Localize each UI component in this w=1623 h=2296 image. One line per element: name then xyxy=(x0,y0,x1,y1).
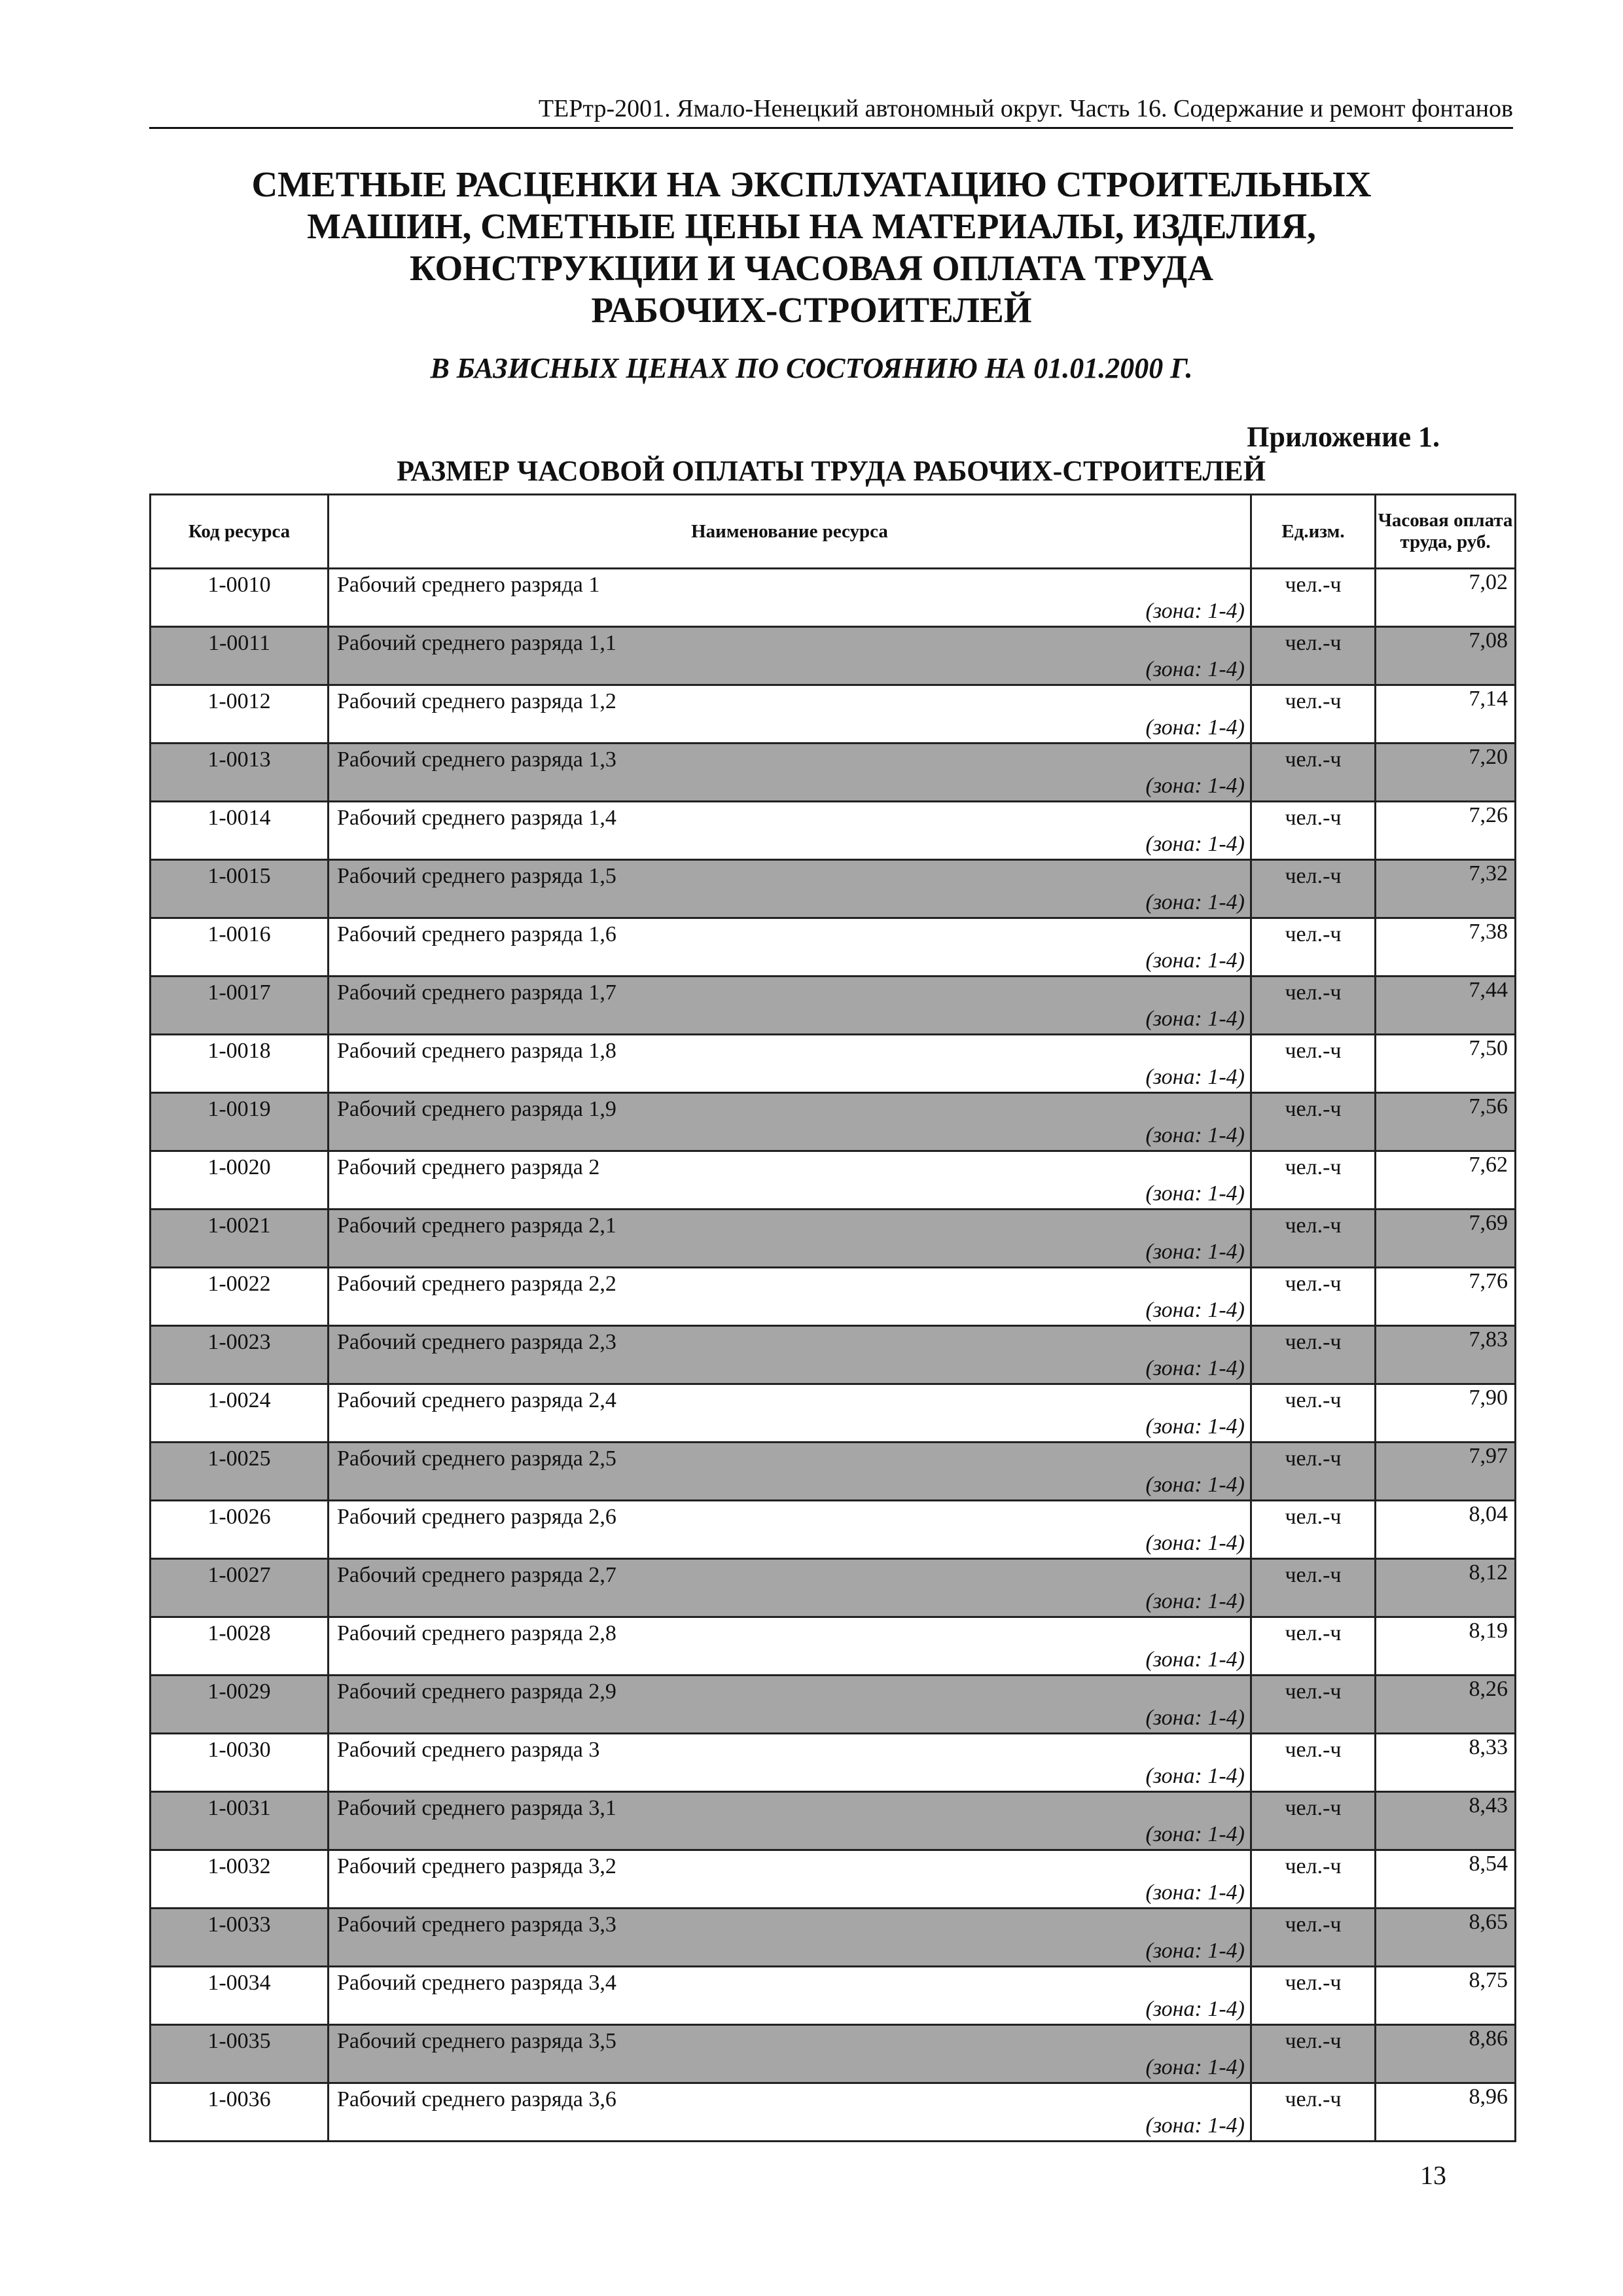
hourly-rate: 8,19 xyxy=(1376,1617,1516,1676)
resource-name-cell xyxy=(329,977,1251,1035)
resource-zone: (зона: 1-4) xyxy=(1145,1822,1245,1846)
hourly-rate: 7,97 xyxy=(1376,1443,1516,1501)
resource-name: Рабочий среднего разряда 2,7 xyxy=(337,1563,616,1587)
resource-name-cell xyxy=(329,627,1251,685)
resource-code: 1-0031 xyxy=(151,1792,329,1850)
resource-zone: (зона: 1-4) xyxy=(1145,832,1245,856)
resource-name: Рабочий среднего разряда 1,3 xyxy=(337,747,616,772)
resource-unit: чел.-ч xyxy=(1251,2083,1376,2142)
resource-code: 1-0022 xyxy=(151,1268,329,1326)
resource-name-cell xyxy=(329,2025,1251,2083)
resource-name-cell xyxy=(329,2083,1251,2142)
resource-code: 1-0012 xyxy=(151,685,329,744)
table-row xyxy=(151,1384,1516,1443)
resource-zone: (зона: 1-4) xyxy=(1145,599,1245,623)
hourly-rate: 7,90 xyxy=(1376,1384,1516,1443)
resource-name-cell xyxy=(329,918,1251,977)
resource-zone: (зона: 1-4) xyxy=(1145,1181,1245,1206)
resource-name: Рабочий среднего разряда 2,6 xyxy=(337,1505,616,1529)
title-line: МАШИН, СМЕТНЫЕ ЦЕНЫ НА МАТЕРИАЛЫ, ИЗДЕЛИЯ, xyxy=(307,206,1316,246)
resource-unit: чел.-ч xyxy=(1251,918,1376,977)
table-row xyxy=(151,2025,1516,2083)
resource-code: 1-0033 xyxy=(151,1909,329,1967)
resource-unit: чел.-ч xyxy=(1251,1093,1376,1151)
resource-zone: (зона: 1-4) xyxy=(1145,1706,1245,1730)
resource-unit: чел.-ч xyxy=(1251,1501,1376,1559)
resource-unit: чел.-ч xyxy=(1251,1559,1376,1617)
resource-unit: чел.-ч xyxy=(1251,1151,1376,1210)
resource-name: Рабочий среднего разряда 3,4 xyxy=(337,1971,616,1995)
table-title: РАЗМЕР ЧАСОВОЙ ОПЛАТЫ ТРУДА РАБОЧИХ-СТРОИТЕЛЕЙ xyxy=(397,455,1266,487)
hourly-rate: 7,76 xyxy=(1376,1268,1516,1326)
resource-zone: (зона: 1-4) xyxy=(1145,1880,1245,1905)
resource-zone: (зона: 1-4) xyxy=(1145,1764,1245,1788)
resource-name-cell xyxy=(329,1559,1251,1617)
resource-name-cell xyxy=(329,1792,1251,1850)
table-row xyxy=(151,2083,1516,2142)
resource-zone: (зона: 1-4) xyxy=(1145,2055,1245,2079)
resource-zone: (зона: 1-4) xyxy=(1145,1589,1245,1613)
table-row xyxy=(151,1792,1516,1850)
resource-code: 1-0030 xyxy=(151,1734,329,1792)
resource-code: 1-0035 xyxy=(151,2025,329,2083)
hourly-rate: 8,75 xyxy=(1376,1967,1516,2025)
table-row xyxy=(151,1617,1516,1676)
resource-unit: чел.-ч xyxy=(1251,2025,1376,2083)
table-row xyxy=(151,744,1516,802)
resource-code: 1-0029 xyxy=(151,1676,329,1734)
resource-name-cell xyxy=(329,744,1251,802)
resource-name-cell xyxy=(329,1326,1251,1384)
resource-unit: чел.-ч xyxy=(1251,1617,1376,1676)
resource-code: 1-0015 xyxy=(151,860,329,918)
resource-code: 1-0034 xyxy=(151,1967,329,2025)
hourly-rate: 7,69 xyxy=(1376,1210,1516,1268)
resource-zone: (зона: 1-4) xyxy=(1145,1298,1245,1322)
resource-unit: чел.-ч xyxy=(1251,1443,1376,1501)
hourly-rate: 8,86 xyxy=(1376,2025,1516,2083)
resource-code: 1-0014 xyxy=(151,802,329,860)
hourly-rate: 8,33 xyxy=(1376,1734,1516,1792)
resource-name-cell xyxy=(329,1035,1251,1093)
title-line: КОНСТРУКЦИИ И ЧАСОВАЯ ОПЛАТА ТРУДА xyxy=(410,248,1213,288)
resource-unit: чел.-ч xyxy=(1251,1850,1376,1909)
labor-rates-table xyxy=(149,493,1516,2142)
resource-code: 1-0019 xyxy=(151,1093,329,1151)
resource-name: Рабочий среднего разряда 1,6 xyxy=(337,922,616,946)
column-header-price: Часовая оплата труда, руб. xyxy=(1376,495,1516,569)
resource-name: Рабочий среднего разряда 1,2 xyxy=(337,689,616,713)
resource-unit: чел.-ч xyxy=(1251,744,1376,802)
table-row xyxy=(151,569,1516,627)
resource-name: Рабочий среднего разряда 3,6 xyxy=(337,2087,616,2111)
resource-unit: чел.-ч xyxy=(1251,1734,1376,1792)
resource-unit: чел.-ч xyxy=(1251,1210,1376,1268)
table-row xyxy=(151,685,1516,744)
hourly-rate: 8,96 xyxy=(1376,2083,1516,2142)
table-row xyxy=(151,1967,1516,2025)
table-row xyxy=(151,1909,1516,1967)
hourly-rate: 8,12 xyxy=(1376,1559,1516,1617)
hourly-rate: 8,65 xyxy=(1376,1909,1516,1967)
resource-name: Рабочий среднего разряда 2 xyxy=(337,1155,600,1179)
hourly-rate: 7,02 xyxy=(1376,569,1516,627)
column-header-unit: Ед.изм. xyxy=(1251,495,1376,569)
table-row xyxy=(151,802,1516,860)
document-subtitle: В БАЗИСНЫХ ЦЕНАХ ПО СОСТОЯНИЮ НА 01.01.2000 Г. xyxy=(430,352,1193,384)
title-line: РАБОЧИХ-СТРОИТЕЛЕЙ xyxy=(591,290,1032,330)
resource-name: Рабочий среднего разряда 2,9 xyxy=(337,1679,616,1704)
hourly-rate: 7,08 xyxy=(1376,627,1516,685)
resource-name-cell xyxy=(329,1151,1251,1210)
hourly-rate: 7,44 xyxy=(1376,977,1516,1035)
resource-zone: (зона: 1-4) xyxy=(1145,774,1245,798)
table-row xyxy=(151,1151,1516,1210)
resource-zone: (зона: 1-4) xyxy=(1145,1414,1245,1439)
resource-code: 1-0011 xyxy=(151,627,329,685)
table-row xyxy=(151,1326,1516,1384)
table-row xyxy=(151,1734,1516,1792)
resource-name: Рабочий среднего разряда 1,7 xyxy=(337,980,616,1005)
resource-name-cell xyxy=(329,1268,1251,1326)
resource-code: 1-0036 xyxy=(151,2083,329,2142)
resource-zone: (зона: 1-4) xyxy=(1145,1473,1245,1497)
hourly-rate: 7,26 xyxy=(1376,802,1516,860)
table-row xyxy=(151,1268,1516,1326)
resource-unit: чел.-ч xyxy=(1251,1268,1376,1326)
resource-name-cell xyxy=(329,1210,1251,1268)
resource-zone: (зона: 1-4) xyxy=(1145,1997,1245,2021)
resource-zone: (зона: 1-4) xyxy=(1145,1065,1245,1089)
resource-code: 1-0028 xyxy=(151,1617,329,1676)
table-row xyxy=(151,918,1516,977)
title-line: СМЕТНЫЕ РАСЦЕНКИ НА ЭКСПЛУАТАЦИЮ СТРОИТЕЛЬНЫХ xyxy=(251,164,1372,204)
resource-name-cell xyxy=(329,1850,1251,1909)
table-row xyxy=(151,1676,1516,1734)
resource-name: Рабочий среднего разряда 2,5 xyxy=(337,1446,616,1471)
table-row xyxy=(151,1850,1516,1909)
resource-name: Рабочий среднего разряда 2,1 xyxy=(337,1213,616,1238)
resource-name-cell xyxy=(329,685,1251,744)
resource-zone: (зона: 1-4) xyxy=(1145,1123,1245,1147)
resource-zone: (зона: 1-4) xyxy=(1145,1939,1245,1963)
resource-code: 1-0021 xyxy=(151,1210,329,1268)
resource-zone: (зона: 1-4) xyxy=(1145,1647,1245,1672)
table-row xyxy=(151,860,1516,918)
resource-unit: чел.-ч xyxy=(1251,1676,1376,1734)
resource-name: Рабочий среднего разряда 1,1 xyxy=(337,631,616,655)
resource-unit: чел.-ч xyxy=(1251,977,1376,1035)
resource-code: 1-0016 xyxy=(151,918,329,977)
resource-unit: чел.-ч xyxy=(1251,1909,1376,1967)
resource-unit: чел.-ч xyxy=(1251,1792,1376,1850)
resource-unit: чел.-ч xyxy=(1251,627,1376,685)
resource-unit: чел.-ч xyxy=(1251,1967,1376,2025)
table-header-row xyxy=(151,495,1516,569)
resource-name: Рабочий среднего разряда 2,4 xyxy=(337,1388,616,1412)
table-row xyxy=(151,1559,1516,1617)
table-row xyxy=(151,977,1516,1035)
resource-code: 1-0025 xyxy=(151,1443,329,1501)
resource-code: 1-0032 xyxy=(151,1850,329,1909)
resource-zone: (зона: 1-4) xyxy=(1145,715,1245,740)
table-row xyxy=(151,1443,1516,1501)
resource-name: Рабочий среднего разряда 1,4 xyxy=(337,806,616,830)
resource-name-cell xyxy=(329,1384,1251,1443)
hourly-rate: 7,38 xyxy=(1376,918,1516,977)
resource-name-cell xyxy=(329,1443,1251,1501)
resource-code: 1-0026 xyxy=(151,1501,329,1559)
table-row xyxy=(151,1210,1516,1268)
resource-name-cell xyxy=(329,1501,1251,1559)
table-row xyxy=(151,1501,1516,1559)
resource-name: Рабочий среднего разряда 2,8 xyxy=(337,1621,616,1645)
resource-name: Рабочий среднего разряда 1 xyxy=(337,573,600,597)
resource-zone: (зона: 1-4) xyxy=(1145,1531,1245,1555)
resource-name-cell xyxy=(329,1967,1251,2025)
resource-name: Рабочий среднего разряда 2,3 xyxy=(337,1330,616,1354)
resource-code: 1-0024 xyxy=(151,1384,329,1443)
resource-name-cell xyxy=(329,569,1251,627)
document-title xyxy=(196,164,1427,331)
resource-code: 1-0018 xyxy=(151,1035,329,1093)
hourly-rate: 7,20 xyxy=(1376,744,1516,802)
column-header-name: Наименование ресурса xyxy=(329,495,1251,569)
resource-zone: (зона: 1-4) xyxy=(1145,948,1245,973)
resource-name: Рабочий среднего разряда 3,3 xyxy=(337,1912,616,1937)
resource-code: 1-0027 xyxy=(151,1559,329,1617)
hourly-rate: 8,43 xyxy=(1376,1792,1516,1850)
resource-name: Рабочий среднего разряда 1,8 xyxy=(337,1039,616,1063)
resource-zone: (зона: 1-4) xyxy=(1145,657,1245,681)
hourly-rate: 7,50 xyxy=(1376,1035,1516,1093)
resource-zone: (зона: 1-4) xyxy=(1145,1240,1245,1264)
resource-name: Рабочий среднего разряда 3,2 xyxy=(337,1854,616,1878)
resource-code: 1-0017 xyxy=(151,977,329,1035)
appendix-label: Приложение 1. xyxy=(1247,421,1440,453)
resource-name: Рабочий среднего разряда 3,5 xyxy=(337,2029,616,2053)
resource-name-cell xyxy=(329,1617,1251,1676)
hourly-rate: 7,14 xyxy=(1376,685,1516,744)
resource-code: 1-0020 xyxy=(151,1151,329,1210)
resource-name: Рабочий среднего разряда 2,2 xyxy=(337,1272,616,1296)
resource-unit: чел.-ч xyxy=(1251,569,1376,627)
resource-name-cell xyxy=(329,1093,1251,1151)
resource-zone: (зона: 1-4) xyxy=(1145,2113,1245,2138)
resource-name: Рабочий среднего разряда 3 xyxy=(337,1738,600,1762)
resource-name-cell xyxy=(329,1734,1251,1792)
table-body xyxy=(151,569,1516,2142)
column-header-code: Код ресурса xyxy=(151,495,329,569)
hourly-rate: 8,54 xyxy=(1376,1850,1516,1909)
hourly-rate: 7,56 xyxy=(1376,1093,1516,1151)
resource-zone: (зона: 1-4) xyxy=(1145,1356,1245,1380)
resource-name: Рабочий среднего разряда 1,9 xyxy=(337,1097,616,1121)
hourly-rate: 7,83 xyxy=(1376,1326,1516,1384)
resource-code: 1-0013 xyxy=(151,744,329,802)
resource-unit: чел.-ч xyxy=(1251,1326,1376,1384)
resource-name-cell xyxy=(329,1909,1251,1967)
resource-code: 1-0010 xyxy=(151,569,329,627)
resource-name: Рабочий среднего разряда 1,5 xyxy=(337,864,616,888)
resource-code: 1-0023 xyxy=(151,1326,329,1384)
resource-name: Рабочий среднего разряда 3,1 xyxy=(337,1796,616,1820)
table-row xyxy=(151,1093,1516,1151)
page-number: 13 xyxy=(1420,2161,1446,2190)
resource-unit: чел.-ч xyxy=(1251,860,1376,918)
resource-zone: (зона: 1-4) xyxy=(1145,1007,1245,1031)
hourly-rate: 8,26 xyxy=(1376,1676,1516,1734)
resource-unit: чел.-ч xyxy=(1251,1384,1376,1443)
resource-unit: чел.-ч xyxy=(1251,685,1376,744)
hourly-rate: 7,62 xyxy=(1376,1151,1516,1210)
hourly-rate: 7,32 xyxy=(1376,860,1516,918)
table-row xyxy=(151,1035,1516,1093)
resource-name-cell xyxy=(329,802,1251,860)
resource-zone: (зона: 1-4) xyxy=(1145,890,1245,914)
hourly-rate: 8,04 xyxy=(1376,1501,1516,1559)
resource-unit: чел.-ч xyxy=(1251,802,1376,860)
table-row xyxy=(151,627,1516,685)
running-header: ТЕРтр-2001. Ямало-Ненецкий автономный округ. Часть 16. Содержание и ремонт фонтанов xyxy=(149,93,1513,129)
resource-name-cell xyxy=(329,1676,1251,1734)
resource-unit: чел.-ч xyxy=(1251,1035,1376,1093)
resource-name-cell xyxy=(329,860,1251,918)
